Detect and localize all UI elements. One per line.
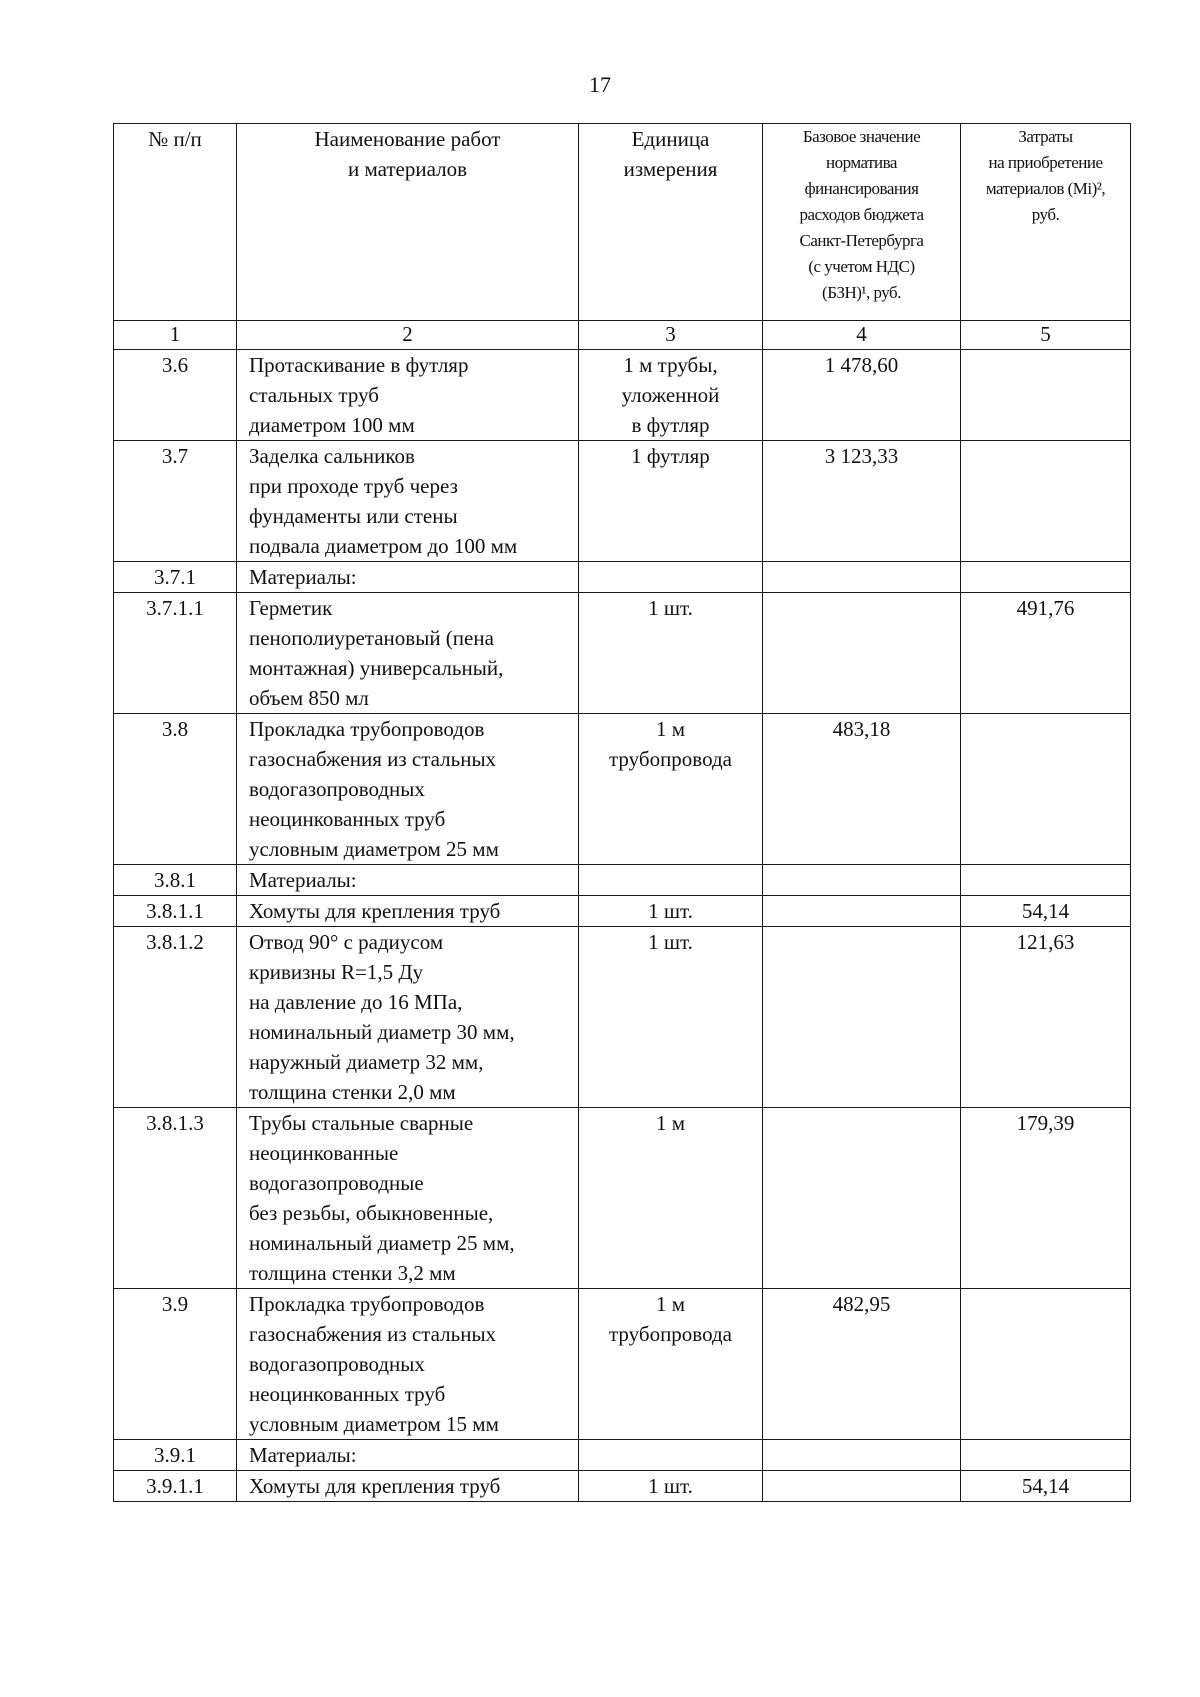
table-row bbox=[114, 350, 1131, 441]
row-number: 3.7.1 bbox=[114, 562, 237, 593]
row-unit: 1 футляр bbox=[579, 441, 763, 562]
row-number: 3.8 bbox=[114, 714, 237, 865]
row-unit bbox=[579, 1440, 763, 1471]
header-number: № п/п bbox=[114, 124, 237, 321]
row-material-cost: 54,14 bbox=[961, 896, 1131, 927]
table-row bbox=[114, 1289, 1131, 1440]
header-unit: Единица измерения bbox=[579, 124, 763, 321]
row-material-cost bbox=[961, 1440, 1131, 1471]
column-number: 5 bbox=[961, 321, 1131, 350]
column-number: 3 bbox=[579, 321, 763, 350]
row-name: Материалы: bbox=[237, 562, 579, 593]
row-base-value bbox=[763, 896, 961, 927]
row-unit: 1 м трубы, уложенной в футляр bbox=[579, 350, 763, 441]
column-number: 2 bbox=[237, 321, 579, 350]
table-row bbox=[114, 1440, 1131, 1471]
row-unit bbox=[579, 865, 763, 896]
row-material-cost bbox=[961, 1289, 1131, 1440]
row-material-cost: 179,39 bbox=[961, 1108, 1131, 1289]
table-row bbox=[114, 714, 1131, 865]
table-row bbox=[114, 593, 1131, 714]
row-name: Протаскивание в футляр стальных труб диаметром 100 мм bbox=[237, 350, 579, 441]
header-base-value: Базовое значение норматива финансирования расходов бюджета Санкт-Петербурга (с учетом НДС) (БЗН)¹, руб. bbox=[763, 124, 961, 321]
row-material-cost: 121,63 bbox=[961, 927, 1131, 1108]
row-number: 3.8.1.1 bbox=[114, 896, 237, 927]
row-number: 3.8.1.2 bbox=[114, 927, 237, 1108]
row-name: Материалы: bbox=[237, 1440, 579, 1471]
row-base-value bbox=[763, 865, 961, 896]
row-base-value: 1 478,60 bbox=[763, 350, 961, 441]
row-number: 3.8.1.3 bbox=[114, 1108, 237, 1289]
row-name: Герметик пенополиуретановый (пена монтажная) универсальный, объем 850 мл bbox=[237, 593, 579, 714]
row-number: 3.9.1 bbox=[114, 1440, 237, 1471]
row-unit: 1 шт. bbox=[579, 896, 763, 927]
row-unit: 1 шт. bbox=[579, 927, 763, 1108]
row-number: 3.7 bbox=[114, 441, 237, 562]
header-name: Наименование работ и материалов bbox=[237, 124, 579, 321]
row-name: Материалы: bbox=[237, 865, 579, 896]
row-base-value: 483,18 bbox=[763, 714, 961, 865]
row-name: Трубы стальные сварные неоцинкованные водогазопроводные без резьбы, обыкновенные, номинальный диаметр 25 мм, толщина стенки 3,2 мм bbox=[237, 1108, 579, 1289]
row-number: 3.7.1.1 bbox=[114, 593, 237, 714]
row-material-cost bbox=[961, 562, 1131, 593]
row-number: 3.8.1 bbox=[114, 865, 237, 896]
header-row bbox=[114, 124, 1131, 321]
header-material-cost: Затраты на приобретение материалов (Mi)², руб. bbox=[961, 124, 1131, 321]
column-number: 1 bbox=[114, 321, 237, 350]
row-name: Отвод 90° с радиусом кривизны R=1,5 Ду на давление до 16 МПа, номинальный диаметр 30 мм, наружный диаметр 32 мм, толщина стенки 2,0 мм bbox=[237, 927, 579, 1108]
row-name: Прокладка трубопроводов газоснабжения из стальных водогазопроводных неоцинкованных труб условным диаметром 15 мм bbox=[237, 1289, 579, 1440]
row-base-value bbox=[763, 593, 961, 714]
row-material-cost bbox=[961, 441, 1131, 562]
row-unit: 1 шт. bbox=[579, 1471, 763, 1502]
table-body bbox=[114, 350, 1131, 1502]
row-number: 3.6 bbox=[114, 350, 237, 441]
row-unit: 1 м трубопровода bbox=[579, 714, 763, 865]
row-base-value: 3 123,33 bbox=[763, 441, 961, 562]
row-base-value bbox=[763, 562, 961, 593]
column-number: 4 bbox=[763, 321, 961, 350]
table-row bbox=[114, 865, 1131, 896]
row-base-value bbox=[763, 1108, 961, 1289]
page-number: 17 bbox=[589, 72, 611, 97]
row-number: 3.9 bbox=[114, 1289, 237, 1440]
row-unit: 1 шт. bbox=[579, 593, 763, 714]
row-base-value bbox=[763, 927, 961, 1108]
row-material-cost: 54,14 bbox=[961, 1471, 1131, 1502]
row-material-cost bbox=[961, 350, 1131, 441]
table-row bbox=[114, 562, 1131, 593]
table-row bbox=[114, 1471, 1131, 1502]
table-row bbox=[114, 896, 1131, 927]
row-name: Хомуты для крепления труб bbox=[237, 1471, 579, 1502]
row-name: Хомуты для крепления труб bbox=[237, 896, 579, 927]
row-base-value: 482,95 bbox=[763, 1289, 961, 1440]
row-material-cost bbox=[961, 865, 1131, 896]
row-unit: 1 м bbox=[579, 1108, 763, 1289]
row-material-cost bbox=[961, 714, 1131, 865]
row-name: Заделка сальников при проходе труб через фундаменты или стены подвала диаметром до 100 мм bbox=[237, 441, 579, 562]
row-base-value bbox=[763, 1440, 961, 1471]
row-name: Прокладка трубопроводов газоснабжения из стальных водогазопроводных неоцинкованных труб условным диаметром 25 мм bbox=[237, 714, 579, 865]
row-unit: 1 м трубопровода bbox=[579, 1289, 763, 1440]
row-unit bbox=[579, 562, 763, 593]
row-base-value bbox=[763, 1471, 961, 1502]
norms-table bbox=[113, 123, 1131, 1502]
table-row bbox=[114, 441, 1131, 562]
column-number-row bbox=[114, 321, 1131, 350]
table-row bbox=[114, 1108, 1131, 1289]
row-number: 3.9.1.1 bbox=[114, 1471, 237, 1502]
table-row bbox=[114, 927, 1131, 1108]
row-material-cost: 491,76 bbox=[961, 593, 1131, 714]
